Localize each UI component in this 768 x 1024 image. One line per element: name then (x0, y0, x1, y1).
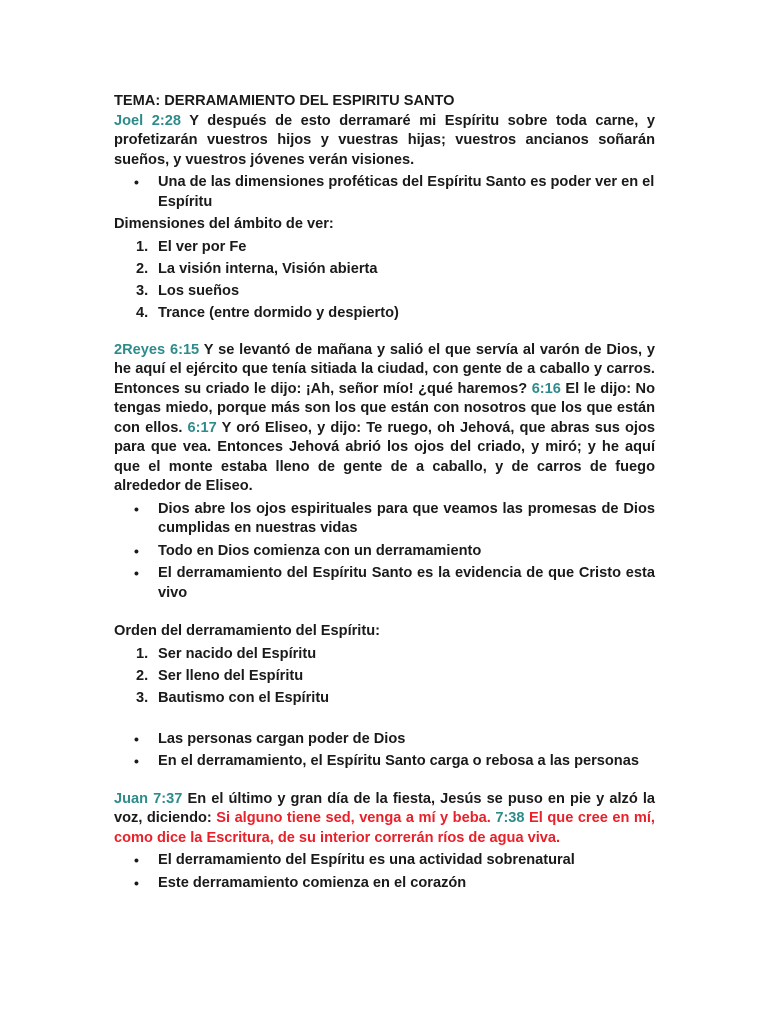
bullet-list-1 (114, 173, 655, 212)
list-item: • Este derramamiento comienza en el corazón (114, 874, 655, 894)
paragraph-joel (114, 112, 655, 171)
item-number: 3. (136, 689, 149, 706)
bullet-list-3 (114, 730, 655, 772)
verse-reference: Joel 2:28 (114, 112, 181, 129)
list-item: • Todo en Dios comienza con un derramamiento (114, 542, 655, 562)
list-item (114, 260, 655, 280)
paragraph-juan (114, 790, 655, 849)
verse-reference: 7:38 (495, 810, 525, 826)
quoted-words: Si alguno tiene sed, venga a mí y beba. (216, 810, 491, 826)
item-text: Bautismo con el Espíritu (158, 689, 330, 706)
verse-text: En el último y gran día de la fiesta, Jesús se puso en pie y alzó la voz, diciendo: (114, 790, 655, 826)
verse-reference: 6:17 (187, 419, 217, 436)
list-item (114, 667, 655, 687)
bullet-list-4 (114, 851, 655, 893)
order-heading: Orden del derramamiento del Espíritu: (114, 623, 380, 639)
item-text: Ser nacido del Espíritu (158, 645, 317, 662)
dimensions-heading: Dimensiones del ámbito de ver: (114, 216, 334, 232)
list-item: • Una de las dimensiones proféticas del Espíritu Santo es poder ver en el Espíritu (114, 173, 655, 212)
item-text: Ser lleno del Espíritu (158, 667, 304, 684)
paragraph-2reyes (114, 341, 655, 497)
item-number: 2. (136, 667, 149, 684)
item-text: Los sueños (158, 282, 240, 299)
list-item: • Dios abre los ojos espirituales para que veamos las promesas de Dios cumplidas en nuestras vidas (114, 500, 655, 539)
verse-text: Y se levantó de mañana y salió el que servía al varón de Dios, y he aquí el ejército que tenía sitiada la ciudad, con gente de a caballo y carros. Entonces su criado le dijo: ¡Ah, señor mío! ¿qué haremos? (114, 341, 655, 397)
item-number: 2. (136, 260, 149, 277)
list-item: • El derramamiento del Espíritu es una actividad sobrenatural (114, 851, 655, 871)
page-title: TEMA: DERRAMAMIENTO DEL ESPIRITU SANTO (114, 93, 455, 109)
verse-reference: 6:16 (531, 380, 561, 397)
list-item: • Las personas cargan poder de Dios (114, 730, 655, 750)
item-text: La visión interna, Visión abierta (158, 260, 378, 277)
verse-text: Y después de esto derramaré mi Espíritu sobre toda carne, y profetizarán vuestros hijos y vuestras hijas; vuestros ancianos soñarán sueños, y vuestros jóvenes verán visiones. (114, 112, 656, 168)
item-number: 4. (136, 304, 149, 321)
list-item (114, 304, 655, 324)
list-item (114, 238, 655, 258)
list-item (114, 282, 655, 302)
verse-reference: 2Reyes 6:15 (114, 341, 200, 358)
list-item: • El derramamiento del Espíritu Santo es la evidencia de que Cristo esta vivo (114, 564, 655, 603)
item-number: 3. (136, 282, 149, 299)
verse-reference: Juan 7:37 (114, 790, 183, 807)
item-number: 1. (136, 238, 149, 255)
verse-text: El le dijo: No tengas miedo, porque más son los que están con nosotros que los que están con ellos. (114, 380, 655, 436)
item-text: Trance (entre dormido y despierto) (158, 304, 399, 321)
item-text: El ver por Fe (158, 238, 247, 255)
list-item: • En el derramamiento, el Espíritu Santo carga o rebosa a las personas (114, 752, 655, 772)
document-page (114, 92, 655, 896)
bullet-list-2 (114, 500, 655, 604)
item-number: 1. (136, 645, 149, 662)
dimensions-list (114, 238, 655, 324)
list-item (114, 689, 655, 709)
list-item (114, 645, 655, 665)
order-list (114, 645, 655, 709)
verse-text: Y oró Eliseo, y dijo: Te ruego, oh Jehová, que abras sus ojos para que vea. Entonces Jehová abrió los ojos del criado, y miró; y he aquí que el monte estaba lleno de gente de a caballo, y de carros de fuego alrededor de Eliseo. (114, 419, 655, 494)
quoted-words: El que cree en mí, como dice la Escritura, de su interior correrán ríos de agua viva. (114, 810, 655, 846)
